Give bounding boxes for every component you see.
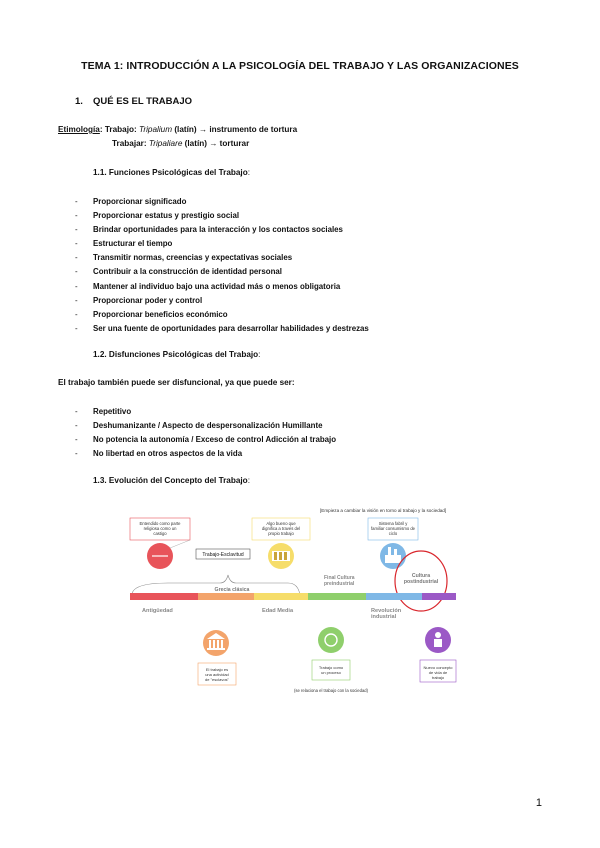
list-item: - No potencia la autonomía / Exceso de control Adicción al trabajo: [0, 433, 336, 447]
latin-word: Tripaliare: [148, 139, 183, 148]
timeline-label: Antigüedad: [142, 608, 173, 614]
label-line: Revolución: [371, 608, 402, 614]
subheading-evolution: [93, 476, 250, 485]
page-number: 1: [535, 797, 542, 809]
list-item: - Repetitivo: [0, 405, 336, 419]
subheading-text: 1.2. Disfunciones Psicológicas del Trabajo: [93, 350, 259, 359]
subheading-colon: :: [247, 476, 250, 485]
label-line: preindustrial: [324, 581, 355, 587]
subheading-colon: :: [258, 350, 261, 359]
timeline-segment: [198, 593, 254, 600]
list-item: - Proporcionar significado: [0, 195, 369, 209]
etymology-text: (latín) → torturar: [182, 139, 250, 148]
section-title: QUÉ ES EL TRABAJO: [93, 96, 193, 107]
box-text-line: de vida de: [428, 670, 448, 675]
list-item: - Ser una fuente de oportunidades para desarrollar habilidades y destrezas: [0, 322, 369, 336]
label-line: postindustrial: [403, 579, 439, 585]
functions-list: [0, 195, 369, 336]
box-process-text: [319, 665, 344, 675]
label-line: Final Cultura: [324, 575, 355, 581]
box-text-line: trabajo: [431, 675, 445, 680]
list-item: - Deshumanizante / Aspecto de despersonalización Humillante: [0, 419, 336, 433]
handwritten-label: Trabajo-Esclavitud: [202, 552, 244, 558]
box-text-line: Trabajo como: [318, 665, 344, 670]
list-item: - Proporcionar estatus y prestigio social: [0, 209, 369, 223]
box-text-line: castigo: [153, 531, 167, 536]
list-item: - Contribuir a la construcción de identidad personal: [0, 265, 369, 279]
box-text-line: dignifica a través del: [261, 526, 301, 531]
etymology-line-1: [58, 125, 297, 134]
subheading-text: 1.1. Funciones Psicológicas del Trabajo: [93, 168, 248, 177]
box-text-line: Sistema fabril y: [378, 521, 408, 526]
box-text-line: una actividad: [205, 672, 229, 677]
box-text-line: un proceso: [321, 670, 341, 675]
etymology-text: Trabajar:: [112, 139, 149, 148]
list-item: - Proporcionar beneficios económico: [0, 308, 369, 322]
label-line: Cultura: [411, 573, 431, 579]
latin-word: Tripalium: [138, 125, 173, 134]
subheading-text: 1.3. Evolución del Concepto del Trabajo: [93, 476, 248, 485]
box-text-line: de "esclavos": [205, 677, 229, 682]
label-line: industrial: [371, 614, 397, 620]
timeline-label: [371, 608, 402, 620]
timeline-label: Edad Media: [262, 608, 294, 614]
list-item: - Proporcionar poder y control: [0, 294, 369, 308]
timeline-segment: [254, 593, 308, 600]
timeline-segment: [422, 593, 456, 600]
subheading-dysfunctions: [93, 350, 260, 359]
subheading-functions: [93, 168, 250, 177]
list-item: - Estructurar el tiempo: [0, 237, 369, 251]
list-item: - Brindar oportunidades para la interacción y los contactos sociales: [0, 223, 369, 237]
grecia-label: Grecia clásica: [214, 587, 250, 593]
postindustrial-label: [404, 573, 439, 585]
subheading-colon: :: [247, 168, 250, 177]
box-text-line: ciclo: [388, 531, 398, 536]
section-heading: [75, 96, 192, 107]
list-item: - Mantener al individuo bajo una actividad más o menos obligatoria: [0, 280, 369, 294]
list-item: - No libertad en otros aspectos de la vida: [0, 447, 336, 461]
dysfunction-intro: El trabajo también puede ser disfuncional, ya que puede ser:: [58, 378, 295, 387]
document-title: TEMA 1: INTRODUCCIÓN A LA PSICOLOGÍA DEL TRABAJO Y LAS ORGANIZACIONES: [81, 60, 519, 72]
timeline-segment: [308, 593, 366, 600]
evolution-diagram: [128, 503, 458, 698]
etymology-label: Etimología: [58, 125, 100, 134]
top-note: [Empieza a cambiar la visión en torno al trabajo y la sociedad]: [320, 508, 447, 513]
box-text-line: Algo bueno que: [266, 521, 296, 526]
section-number: 1.: [75, 96, 83, 107]
box-text-line: familiar consumismo de: [371, 526, 415, 531]
bottom-note: (se relaciona el trabajo con la sociedad): [293, 688, 369, 693]
box-text-line: Nuevo concepto: [423, 665, 453, 670]
list-item: - Transmitir normas, creencias y expectativas sociales: [0, 251, 369, 265]
timeline-segment: [130, 593, 198, 600]
etymology-text: (latín) → instrumento de tortura: [172, 125, 298, 134]
etymology-text: : Trabajo:: [99, 125, 139, 134]
dysfunctions-list: [0, 405, 336, 461]
box-text-line: El trabajo es: [205, 667, 229, 672]
box-slaves-text: [205, 667, 230, 682]
box-text-line: religiosa como un: [143, 526, 177, 531]
box-text-line: Entendido como parte: [139, 521, 181, 526]
timeline-segment: [366, 593, 422, 600]
final-cultura-label: [324, 575, 355, 587]
etymology-line-2: [112, 139, 249, 148]
wheat-icon: [318, 627, 344, 653]
box-text-line: propio trabajo: [268, 531, 294, 536]
